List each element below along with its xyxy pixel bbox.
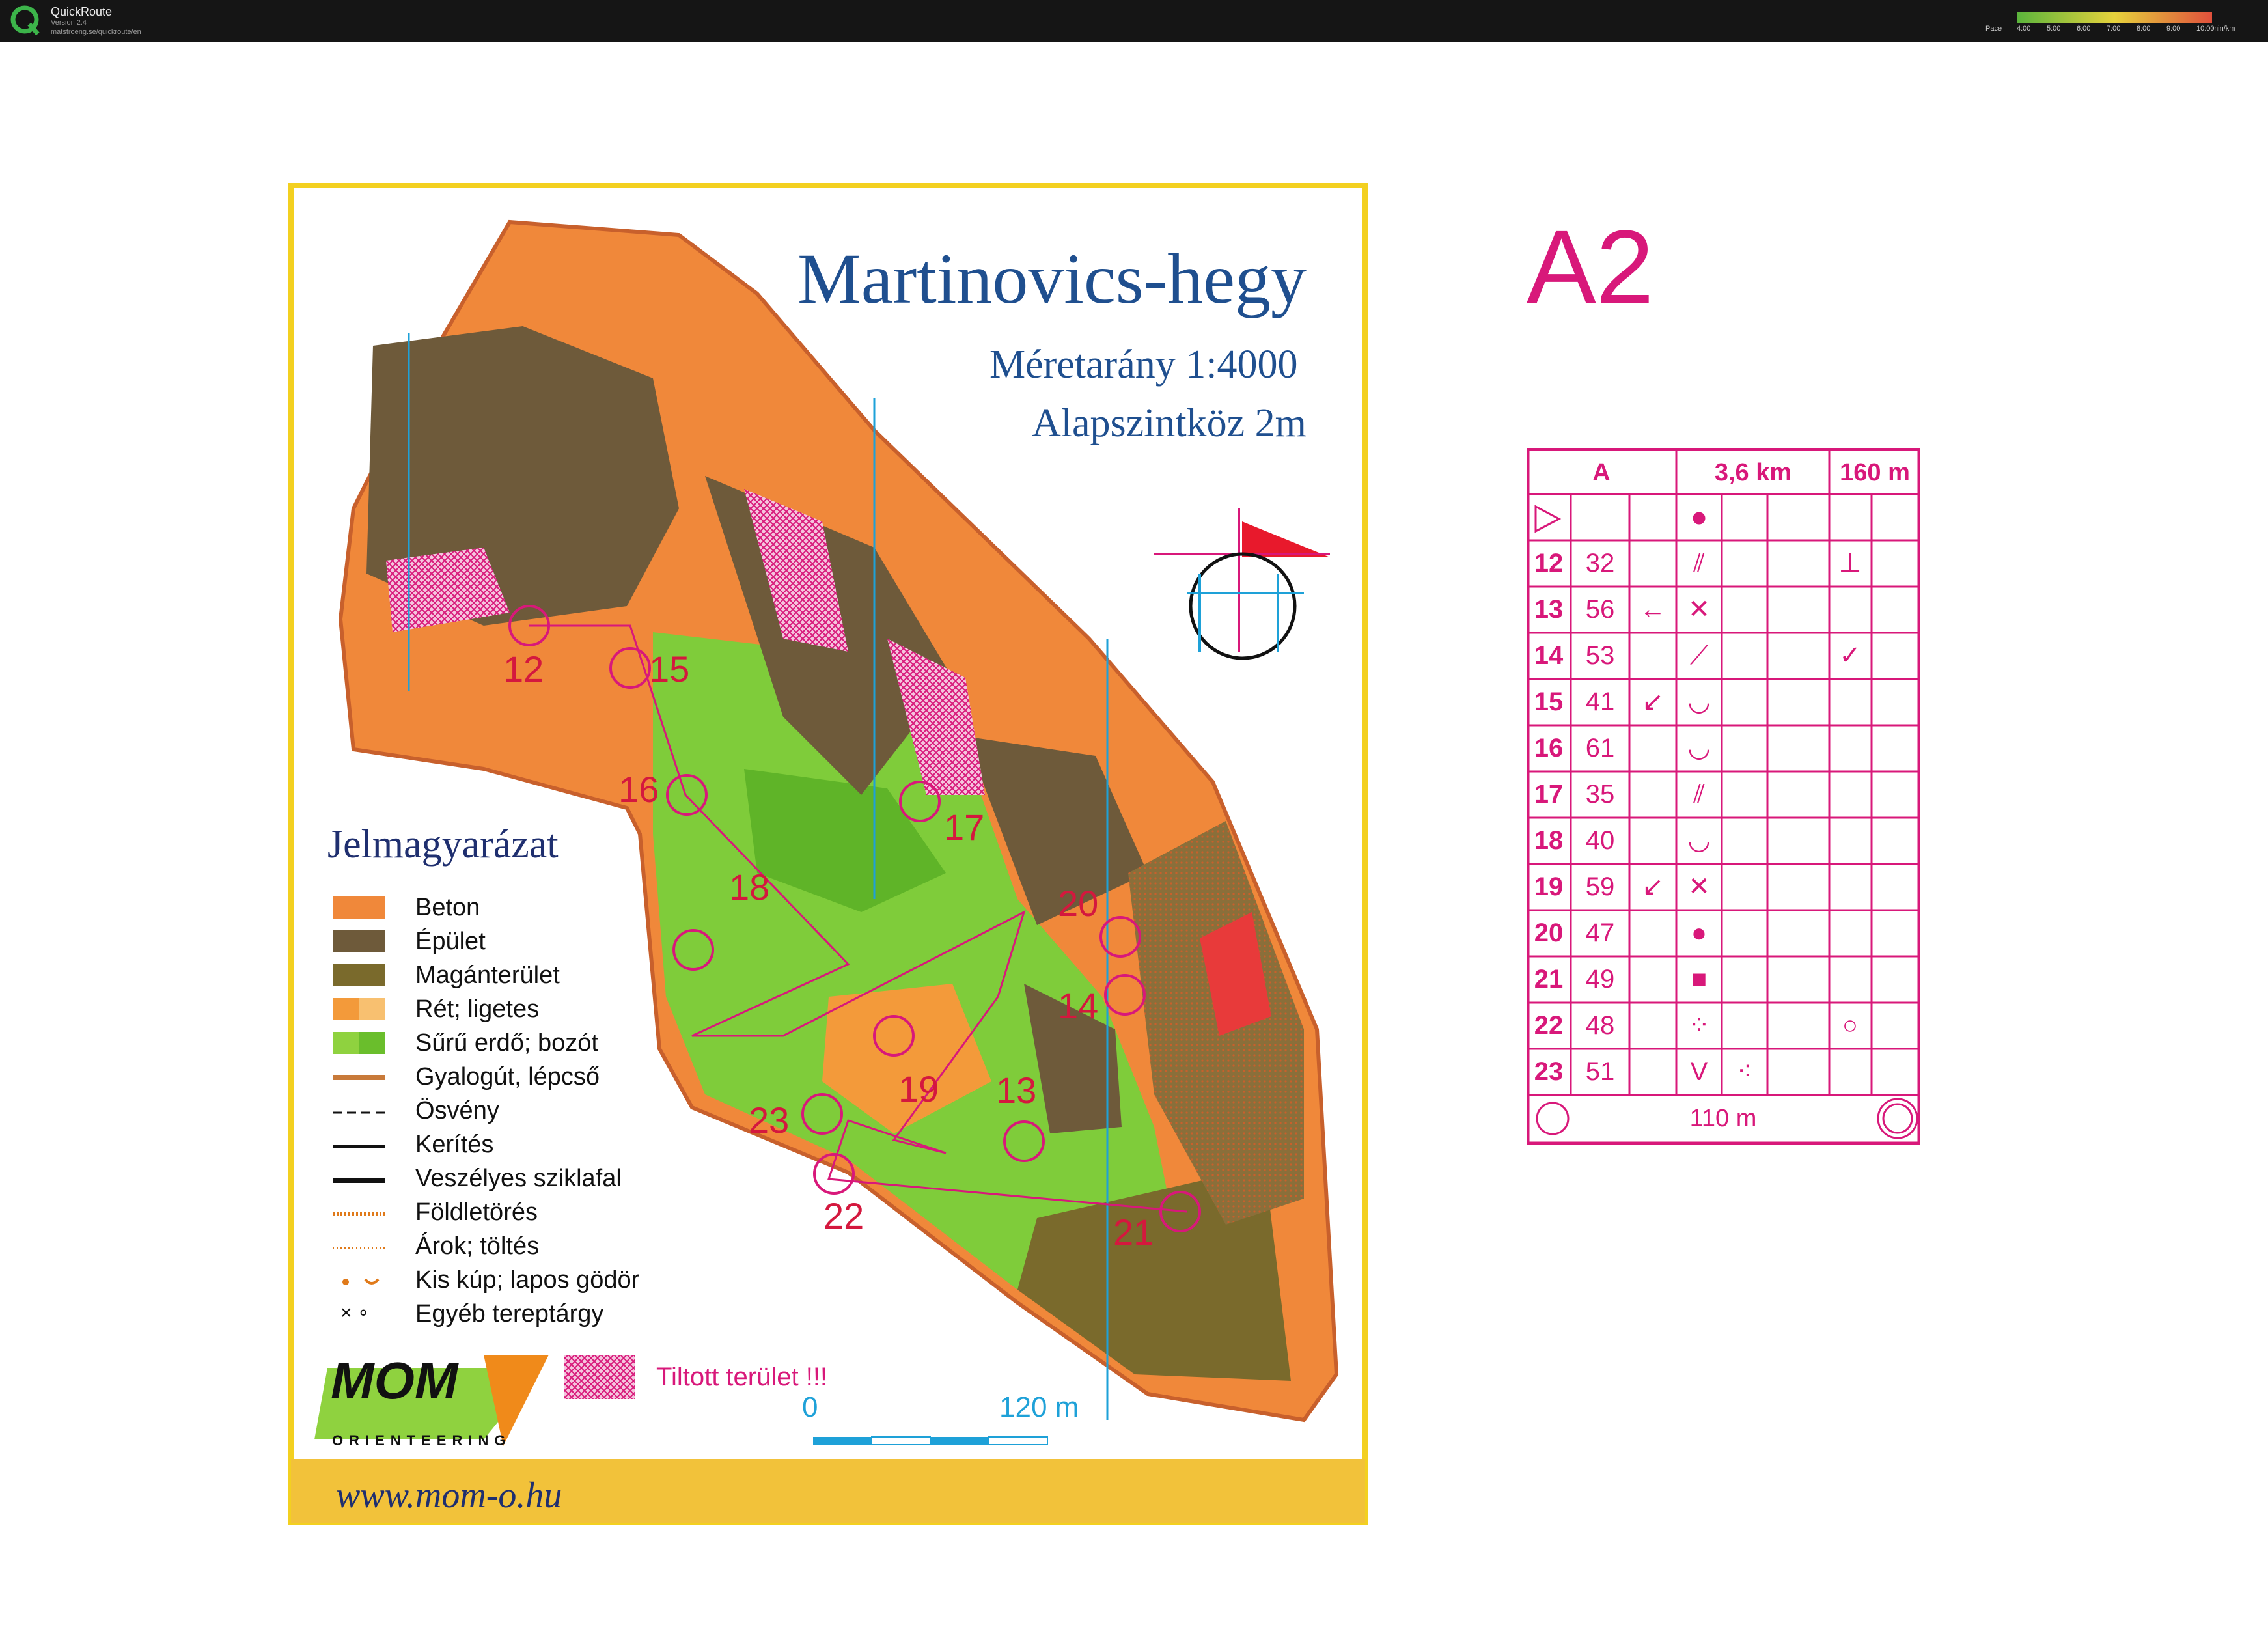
feature-icon: ⫽ — [1693, 780, 1705, 809]
control-code: 40 — [1585, 826, 1615, 855]
feature-icon: ⫽ — [1693, 549, 1705, 577]
map-scale: Méretarány 1:4000 — [989, 342, 1298, 387]
app-version: Version 2.4 — [51, 19, 87, 27]
quickroute-logo-icon — [9, 4, 42, 36]
legend-item: Egyéb tereptárgy — [415, 1300, 604, 1327]
legend-item: Gyalogút, lépcső — [415, 1063, 600, 1091]
forbidden-label: Tiltott terület !!! — [656, 1363, 828, 1391]
feature-icon: ◡ — [1687, 826, 1711, 855]
control-code: 53 — [1585, 641, 1615, 670]
control-sequence: 20 — [1534, 919, 1564, 947]
control-code: 56 — [1585, 595, 1615, 624]
control-sequence: 21 — [1534, 965, 1564, 994]
control-code: 49 — [1585, 965, 1615, 994]
control-sequence: 15 — [1534, 688, 1564, 716]
feature-icon: ✕ — [1688, 872, 1710, 901]
scale-bar — [813, 1437, 1047, 1445]
control-code: 48 — [1585, 1011, 1615, 1040]
control-description-table — [1527, 448, 1920, 1145]
pace-tick: 6:00 — [2077, 25, 2091, 33]
direction-icon: ↙ — [1642, 872, 1664, 901]
legend-item: Sűrű erdő; bozót — [415, 1029, 598, 1057]
app-name: QuickRoute — [51, 5, 113, 18]
control-number: 13 — [996, 1070, 1037, 1111]
legend-item: Kerítés — [415, 1131, 494, 1158]
website-url: www.mom-o.hu — [336, 1475, 562, 1516]
feature-dot-icon — [1694, 513, 1704, 523]
control-number: 21 — [1113, 1212, 1154, 1253]
pace-tick: 8:00 — [2137, 25, 2151, 33]
feature-icon: ■ — [1691, 965, 1708, 994]
map-id: A2 — [1527, 208, 1654, 325]
legend-item: Veszélyes sziklafal — [415, 1165, 622, 1192]
control-code: 47 — [1585, 919, 1615, 947]
legend-item: Ösvény — [415, 1097, 499, 1124]
control-code: 41 — [1585, 688, 1615, 716]
feature-icon: ✕ — [1688, 595, 1710, 624]
scale-bar-end: 120 m — [999, 1391, 1079, 1423]
appearance-icon: ⁖ — [1737, 1057, 1752, 1086]
pace-tick: 10:00 — [2196, 25, 2215, 33]
control-sequence: 17 — [1534, 780, 1564, 809]
control-sequence: 19 — [1534, 872, 1564, 901]
legend-item: Rét; ligetes — [415, 995, 540, 1023]
feature-icon: ● — [1691, 919, 1708, 947]
course-climb: 160 m — [1840, 459, 1910, 486]
position-icon: ⊥ — [1838, 549, 1862, 577]
control-code: 61 — [1585, 734, 1615, 762]
control-number: 18 — [729, 867, 770, 908]
feature-icon: ⟋ — [1690, 641, 1708, 670]
app-url: matstroeng.se/quickroute/en — [51, 28, 141, 36]
pace-tick: 4:00 — [2017, 25, 2031, 33]
direction-icon: ↙ — [1642, 688, 1664, 716]
pace-tick: 7:00 — [2107, 25, 2121, 33]
legend-item: Árok; töltés — [415, 1232, 540, 1260]
control-number: 16 — [618, 769, 659, 810]
feature-icon: ◡ — [1687, 688, 1711, 716]
legend-item: Épület — [415, 928, 486, 955]
finish-icon — [1883, 1104, 1912, 1133]
finish-distance: 110 m — [1689, 1105, 1757, 1132]
pace-label: Pace — [1985, 25, 2002, 33]
control-number: 22 — [823, 1195, 864, 1236]
legend-item: Kis kúp; lapos gödör — [415, 1266, 640, 1294]
control-code: 59 — [1585, 872, 1615, 901]
position-icon: ✓ — [1839, 641, 1861, 670]
course-length: 3,6 km — [1714, 459, 1792, 486]
feature-icon: ◡ — [1687, 734, 1711, 762]
pace-unit: min/km — [2212, 25, 2235, 33]
legend-item: Beton — [415, 894, 480, 921]
logo-text: MOM — [331, 1352, 458, 1410]
pace-color-scale — [2017, 12, 2212, 23]
position-icon: ○ — [1842, 1011, 1859, 1040]
control-number: 14 — [1058, 985, 1099, 1026]
control-code: 32 — [1585, 549, 1615, 577]
control-code: 35 — [1585, 780, 1615, 809]
map-contour-interval: Alapszintköz 2m — [1032, 401, 1307, 445]
course-name: A — [1592, 459, 1611, 486]
control-number: 20 — [1058, 883, 1099, 924]
legend-title: Jelmagyarázat — [327, 822, 559, 867]
control-number: 23 — [749, 1100, 790, 1141]
control-sequence: 23 — [1534, 1057, 1564, 1086]
map-title: Martinovics-hegy — [797, 239, 1307, 318]
control-number: 17 — [944, 807, 985, 848]
control-sequence: 13 — [1534, 595, 1564, 624]
finish-start-icon — [1537, 1103, 1568, 1134]
logo-subtext: ORIENTEERING — [332, 1432, 512, 1449]
control-sequence: 14 — [1534, 641, 1564, 670]
control-number: 19 — [898, 1068, 939, 1109]
control-sequence: 18 — [1534, 826, 1564, 855]
scale-bar-start: 0 — [802, 1391, 818, 1423]
control-code: 51 — [1585, 1057, 1615, 1086]
legend-item: Földletörés — [415, 1199, 538, 1226]
control-number: 12 — [503, 648, 544, 689]
app-title-bar — [0, 0, 2268, 42]
forbidden-swatch — [564, 1355, 635, 1399]
pace-tick: 9:00 — [2166, 25, 2181, 33]
feature-icon: ⁘ — [1688, 1011, 1710, 1040]
legend-item: Magánterület — [415, 962, 560, 989]
control-number: 15 — [649, 648, 690, 689]
control-sequence: 22 — [1534, 1011, 1564, 1040]
pace-tick: 5:00 — [2047, 25, 2061, 33]
control-sequence: 12 — [1534, 549, 1564, 577]
start-triangle-icon — [1536, 507, 1559, 531]
direction-icon: ← — [1640, 595, 1666, 624]
control-sequence: 16 — [1534, 734, 1564, 762]
svg-text:× ∘: × ∘ — [340, 1302, 370, 1324]
feature-icon: V — [1690, 1057, 1708, 1086]
